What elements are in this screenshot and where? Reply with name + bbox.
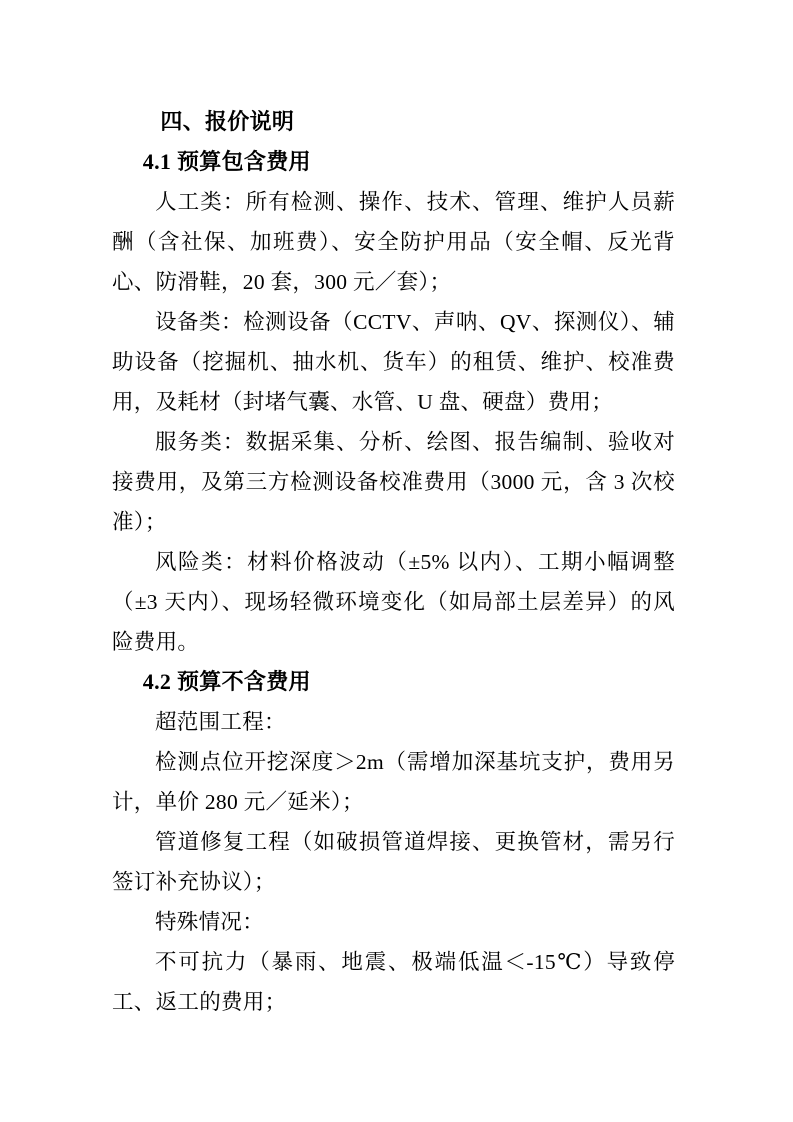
paragraph-excavation-depth: 检测点位开挖深度＞2m（需增加深基坑支护，费用另计，单价 280 元／延米）； — [112, 750, 675, 814]
paragraph-equipment-costs: 设备类：检测设备（CCTV、声呐、QV、探测仪）、辅助设备（挖掘机、抽水机、货车）的租赁、维护、校准费用，及耗材（封堵气囊、水管、U 盘、硬盘）费用； — [112, 310, 675, 414]
paragraph-special-cases-label: 特殊情况： — [155, 910, 265, 934]
section-heading-4: 四、报价说明 — [160, 109, 295, 134]
paragraph-labor-costs: 人工类：所有检测、操作、技术、管理、维护人员薪酬（含社保、加班费）、安全防护用品（安全帽、反光背心、防滑鞋，20 套，300 元／套）； — [112, 190, 675, 294]
paragraph-out-of-scope-label: 超范围工程： — [155, 710, 286, 734]
subsection-heading-4-1: 4.1 预算包含费用 — [142, 149, 311, 174]
subsection-heading-4-2: 4.2 预算不含费用 — [142, 669, 311, 694]
paragraph-service-costs: 服务类：数据采集、分析、绘图、报告编制、验收对接费用，及第三方检测设备校准费用（3000 元，含 3 次校准）； — [112, 430, 675, 534]
paragraph-force-majeure: 不可抗力（暴雨、地震、极端低温＜-15℃）导致停工、返工的费用； — [112, 950, 675, 1014]
paragraph-risk-costs: 风险类：材料价格波动（±5% 以内）、工期小幅调整（±3 天内）、现场轻微环境变化（如局部土层差异）的风险费用。 — [112, 550, 675, 654]
paragraph-pipe-repair: 管道修复工程（如破损管道焊接、更换管材，需另行签订补充协议）； — [112, 830, 675, 894]
